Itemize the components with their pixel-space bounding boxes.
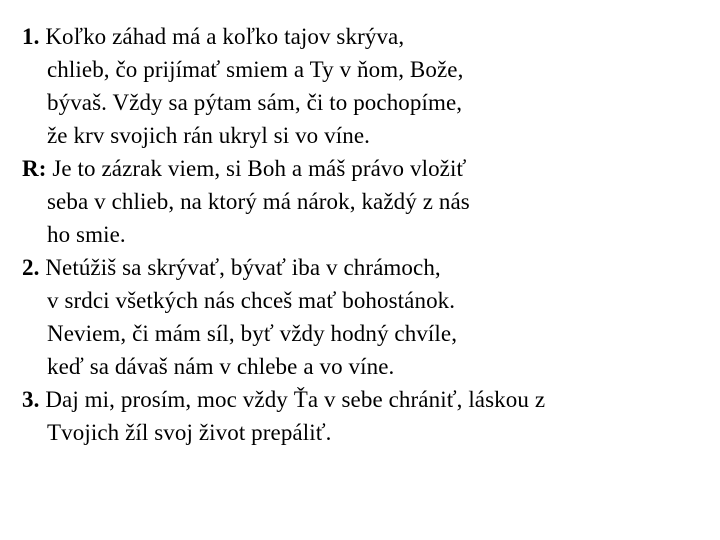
stanza-line	[22, 20, 712, 53]
stanza-line: ho smie.	[47, 222, 126, 247]
song-lyrics	[22, 20, 712, 449]
stanza-line: Tvojich žíl svoj život prepáliť.	[47, 420, 332, 445]
stanza-line-text: Netúžiš sa skrývať, bývať iba v chrámoch,	[45, 255, 441, 280]
stanza-line: Neviem, či mám síl, byť vždy hodný chvíle,	[47, 321, 458, 346]
stanza-label: 3.	[22, 387, 40, 412]
stanza-3	[22, 383, 712, 449]
stanza-line	[22, 383, 712, 416]
stanza-line-text: Koľko záhad má a koľko tajov skrýva,	[45, 24, 405, 49]
stanza-line: chlieb, čo prijímať smiem a Ty v ňom, Bože,	[47, 57, 464, 82]
refrain-label: R:	[22, 156, 47, 181]
stanza-label: 1.	[22, 24, 40, 49]
stanza-line	[22, 251, 712, 284]
stanza-line	[22, 152, 712, 185]
stanza-line-text: Je to zázrak viem, si Boh a máš právo vložiť	[52, 156, 467, 181]
refrain	[22, 152, 712, 251]
stanza-line: že krv svojich rán ukryl si vo víne.	[47, 123, 370, 148]
stanza-line: v srdci všetkých nás chceš mať bohostánok.	[47, 288, 456, 313]
stanza-line: seba v chlieb, na ktorý má nárok, každý z nás	[47, 189, 470, 214]
stanza-label: 2.	[22, 255, 40, 280]
stanza-line: bývaš. Vždy sa pýtam sám, či to pochopíme,	[47, 90, 463, 115]
stanza-2	[22, 251, 712, 383]
stanza-line-text: Daj mi, prosím, moc vždy Ťa v sebe chrániť, láskou z	[45, 387, 546, 412]
stanza-1	[22, 20, 712, 152]
stanza-line: keď sa dávaš nám v chlebe a vo víne.	[47, 354, 395, 379]
